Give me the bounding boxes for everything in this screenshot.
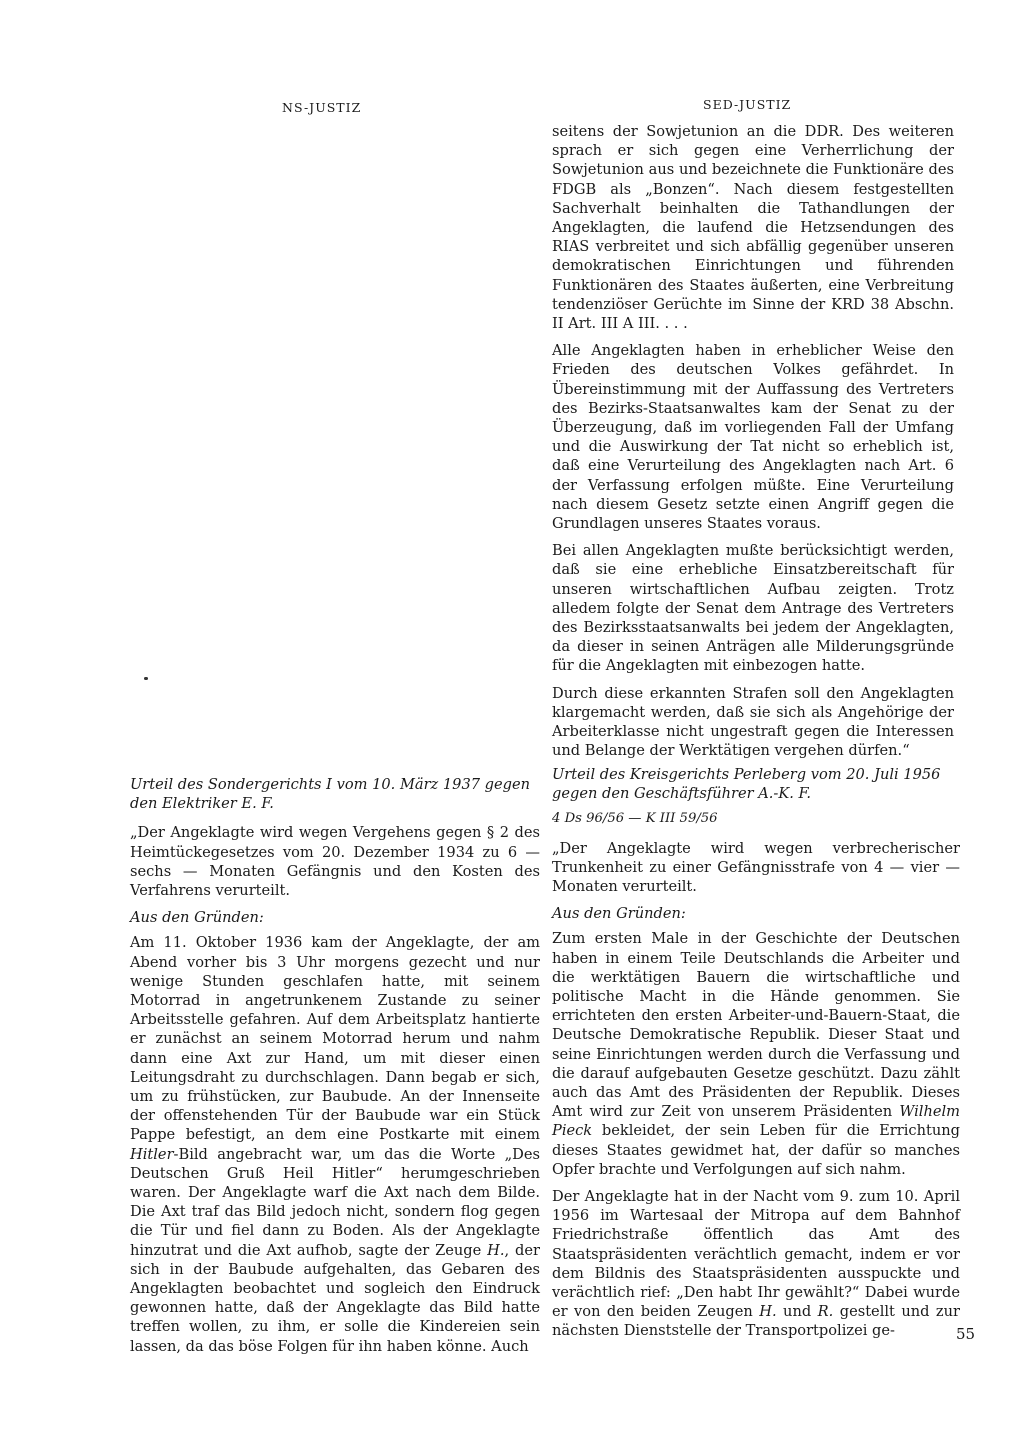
print-speck (144, 677, 148, 680)
paragraph: Alle Angeklagten haben in erheblicher Weise den Frieden des deutschen Volkes gefährdet. In Übereinstimmung mit der Auffassung des Vertreters des Bezirks-Staatsanwaltes kam der Senat zu der Überzeugung, daß im vorliegenden Fall der Umfang und die Auswirkung der Tat nicht so erheblich ist, daß eine Verurteilung des Angeklagten nach Art. 6 der Verfassung erfolgen müßte. Eine Verurteilung nach diesem Gesetz setzte einen Angriff gegen die Grundlagen unseres Staates voraus. (552, 342, 954, 533)
paragraph: Bei allen Angeklagten mußte berücksichtigt werden, daß sie eine erhebliche Einsatzbereitschaft für unseren wirtschaftlichen Aufbau zeigten. Trotz alledem folgte der Senat dem Antrage des Vertreters des Bezirksstaatsanwalts bei jedem der Angeklagten, da dieser in seinen Anträgen alle Milderungsgründe für die Angeklagten mit einbezogen hatte. (552, 542, 954, 675)
file-number: 4 Ds 96/56 — K III 59/56 (552, 811, 718, 827)
emphasis-name: H. (759, 1303, 777, 1321)
paragraph: seitens der Sowjetunion an die DDR. Des weiteren sprach er sich gegen eine Verherrlichung der Sowjetunion aus und bezeichnete die Funktionäre des FDGB als „Bonzen“. Nach diesem festgestellten Sachverhalt beinhalten die Tathandlungen der Angeklagten, die laufend die Hetzsendungen des RIAS verbreitet und sich abfällig gegenüber unseren demokratischen Einrichtungen und führenden Funktionären des Staates äußerten, eine Verbreitung tendenziöser Gerüchte im Sinne der KRD 38 Abschn. II Art. III A III. . . . (552, 123, 954, 333)
emphasis-name: Hitler (130, 1145, 174, 1163)
bottom-right-column (552, 765, 960, 1349)
top-right-column (552, 122, 954, 769)
verdict-paragraph: „Der Angeklagte wird wegen Vergehens gegen § 2 des Heimtückegesetzes vom 20. Dezember 1934 zu 6 — sechs — Monaten Gefängnis und den Kosten des Verfahrens verurteilt. (130, 824, 540, 900)
reasons-heading: Aus den Gründen: (552, 905, 686, 923)
reasons-heading: Aus den Gründen: (130, 909, 264, 927)
reasons-paragraph: Am 11. Oktober 1936 kam der Angeklagte, der am Abend vorher bis 3 Uhr morgens gezecht und nur wenige Stunden geschlafen hatte, mit seinem Motorrad in angetrunkenem Zustande zu seiner Arbeitsstelle gefahren. Auf dem Arbeitsplatz hantierte er zunächst an seinem Motorrad herum und nahm dann eine Axt zur Hand, um mit dieser einen Leitungsdraht zu durchschlagen. Dann begab er sich, um zu frühstücken, zur Baubude. An der Innenseite der offenstehenden Tür der Baubude war ein Stück Pappe befestigt, an dem eine Postkarte mit einem Hitler-Bild angebracht war, um das die Worte „Des Deutschen Gruß Heil Hitler“ herumgeschrieben waren. Der Angeklagte warf die Axt nach dem Bilde. Die Axt traf das Bild jedoch nicht, sondern flog gegen die Tür und fiel dann zu Boden. Als der Angeklagte hinzutrat und die Axt aufhob, sagte der Zeuge H., der sich in der Baubude aufgehalten, das Gebaren des Angeklagten beobachtet und sogleich den Eindruck gewonnen hatte, daß der Angeklagte das Bild hatte treffen wollen, zu ihm, er solle die Kindereien sein lassen, da das böse Folgen für ihn haben könne. Auch (130, 934, 540, 1355)
header-sed-justiz: SED-JUSTIZ (703, 97, 792, 112)
page-number: 55 (956, 1325, 976, 1343)
citation-sondergericht: Urteil des Sondergerichts I vom 10. März 1937 gegen den Elektriker E. F. (130, 776, 531, 813)
emphasis-name: R. (817, 1303, 834, 1321)
verdict-paragraph: „Der Angeklagte wird wegen verbrecherischer Trunkenheit zu einer Gefängnisstrafe von 4 — vier — Monaten verurteilt. (552, 839, 960, 896)
citation-kreisgericht: Urteil des Kreisgerichts Perleberg vom 20. Juli 1956 gegen den Geschäftsführer A.-K. F. (552, 766, 941, 803)
emphasis-name: H. (487, 1241, 505, 1259)
emphasis-name: Wilhelm Pieck (552, 1103, 960, 1140)
bottom-left-column (130, 775, 540, 1364)
paragraph: Durch diese erkannten Strafen soll den Angeklagten klargemacht werden, daß sie sich als Angehörige der Arbeiterklasse nicht ungestraft gegen die Interessen und Belange der Werktätigen vergehen dürfen.“ (552, 684, 954, 760)
header-ns-justiz: NS-JUSTIZ (282, 100, 362, 115)
reasons-paragraph: Der Angeklagte hat in der Nacht vom 9. zum 10. April 1956 im Wartesaal der Mitropa auf dem Bahnhof Friedrichstraße öffentlich das Amt des Staatspräsidenten verächtlich gemacht, indem er vor dem Bildnis des Staatspräsidenten ausspuckte und verächtlich rief: „Den habt Ihr gewählt?“ Dabei wurde er von den beiden Zeugen H. und R. gestellt und zur nächsten Dienststelle der Transportpolizei ge- (552, 1188, 960, 1340)
reasons-paragraph: Zum ersten Male in der Geschichte der Deutschen haben in einem Teile Deutschlands die Arbeiter und die werktätigen Bauern die wirtschaftliche und politische Macht in die Hände genommen. Sie errichteten den ersten Arbeiter-und-Bauern-Staat, die Deutsche Demokratische Republik. Dieser Staat und seine Einrichtungen werden durch die Verfassung und die darauf aufgebauten Gesetze geschützt. Dazu zählt auch das Amt des Präsidenten der Republik. Dieses Amt wird zur Zeit von unserem Präsidenten Wilhelm Pieck bekleidet, der sein Leben für die Errichtung dieses Staates gewidmet hat, der dafür so manches Opfer brachte und Verfolgungen auf sich nahm. (552, 930, 960, 1178)
